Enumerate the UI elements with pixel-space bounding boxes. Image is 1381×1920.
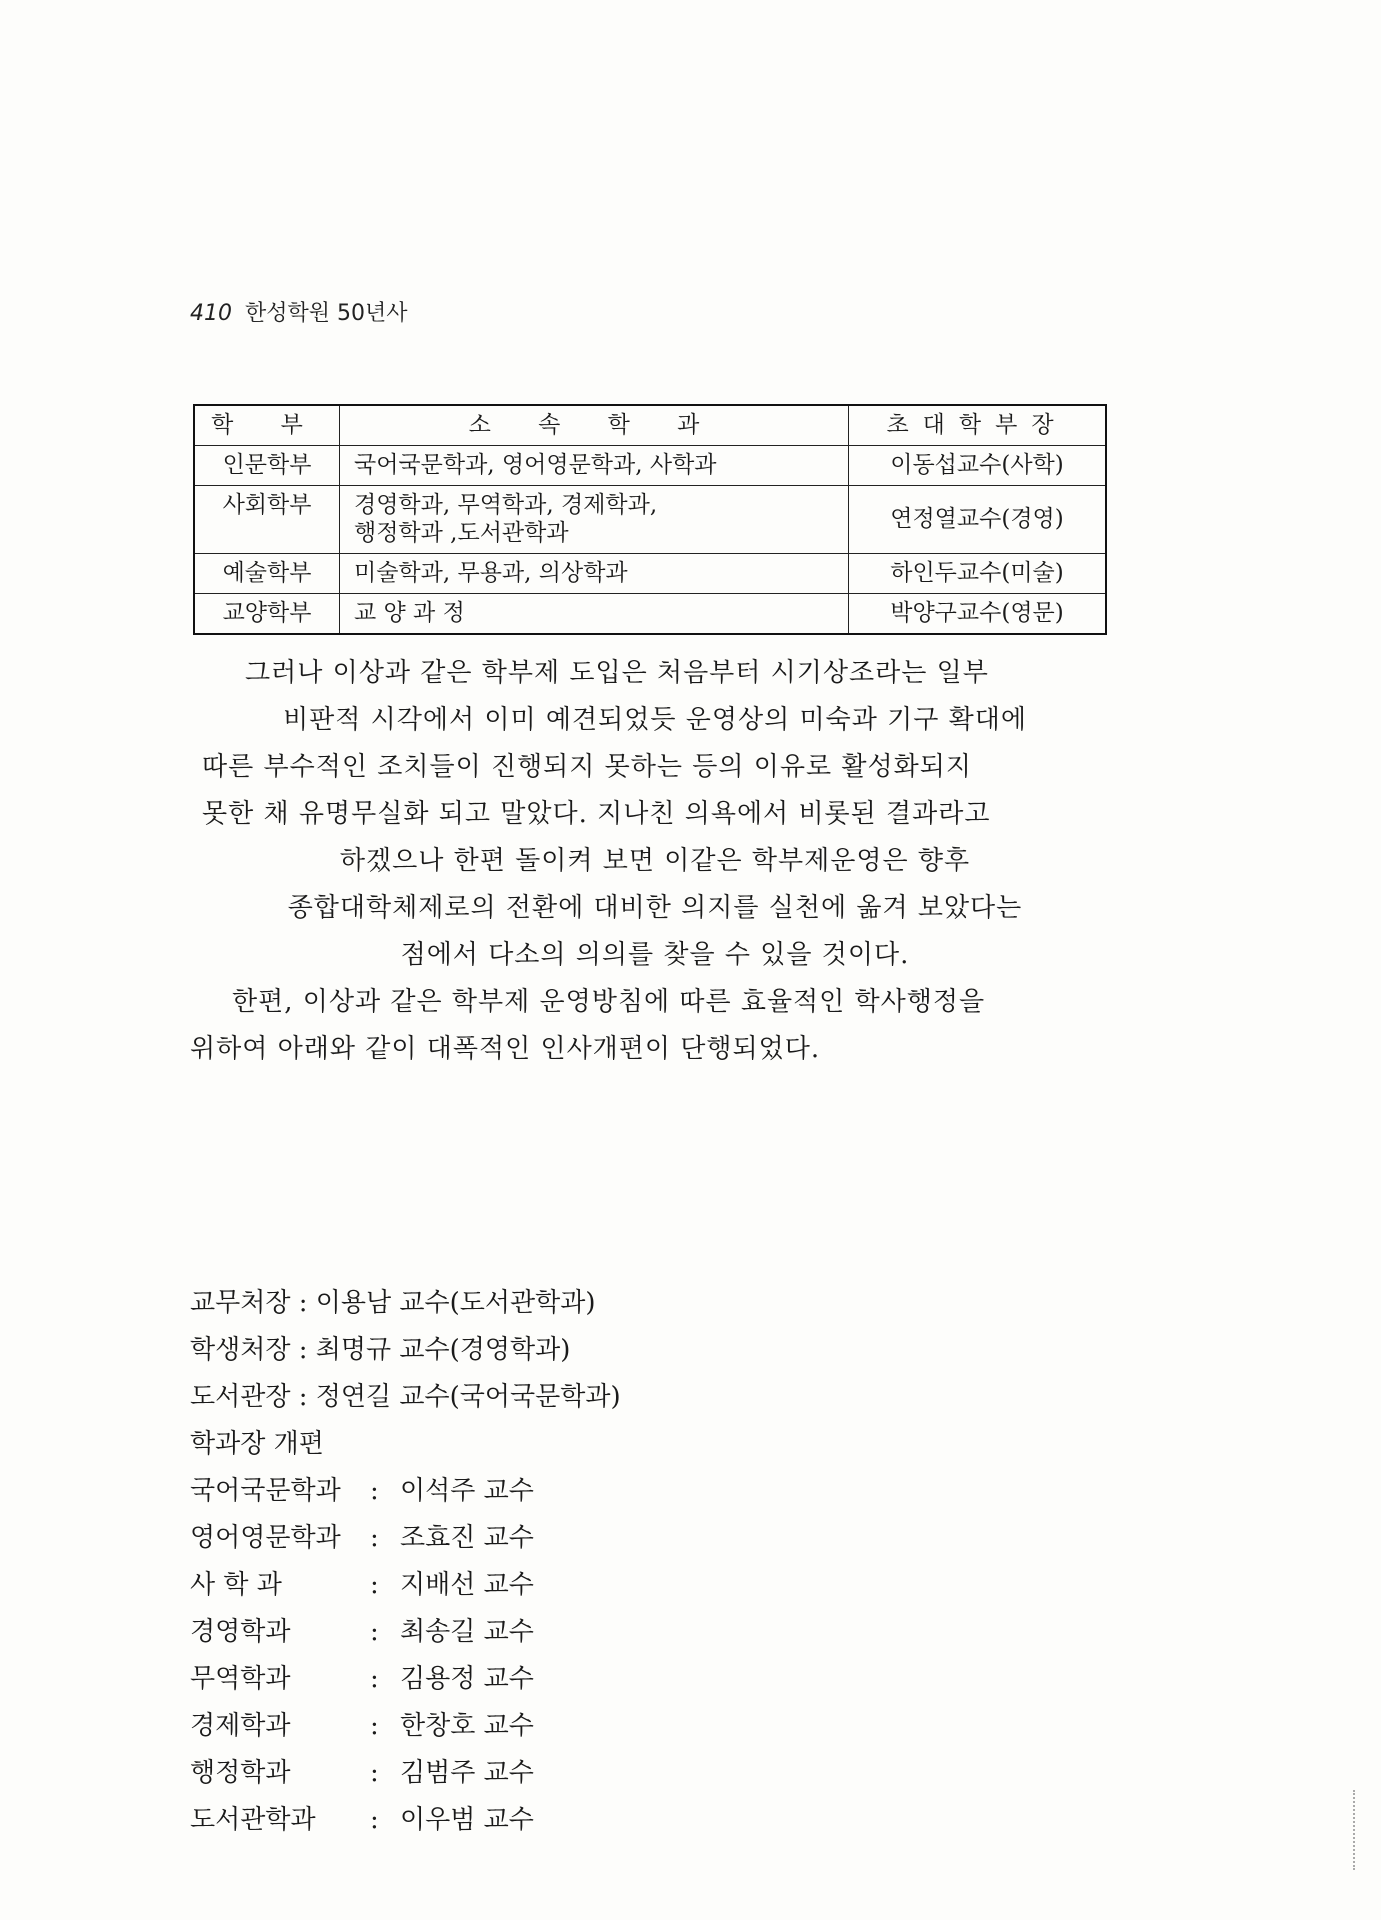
chair-colon: : [370, 1711, 379, 1741]
chair-row [190, 1609, 621, 1656]
table-row [194, 593, 1106, 633]
body-text [190, 650, 1120, 1073]
chair-row [190, 1656, 621, 1703]
departments-line: 경영학과, 무역학과, 경제학과, [354, 491, 658, 518]
division-cell: 인문학부 [194, 445, 340, 485]
table-row [194, 554, 1106, 594]
dean-cell: 이동섭교수(사학) [849, 445, 1107, 485]
departments-cell [340, 445, 849, 485]
departments-line: 국어국문학과, 영어영문학과, 사학과 [354, 451, 717, 478]
appointment-line: 도서관장 : 정연길 교수(국어국문학과) [190, 1382, 621, 1412]
paragraph-line: 위하여 아래와 같이 대폭적인 인사개편이 단행되었다. [190, 1034, 821, 1064]
chair-dept: 무역학과 [190, 1664, 291, 1694]
chair-name: 한창호 교수 [400, 1711, 534, 1741]
chair-row [190, 1515, 621, 1562]
appointment-line: 학과장 개편 [190, 1429, 324, 1459]
chair-name: 김범주 교수 [400, 1758, 534, 1788]
chair-colon: : [370, 1476, 379, 1506]
chair-colon: : [370, 1617, 379, 1647]
dean-cell: 박양구교수(영문) [849, 593, 1107, 633]
chair-colon: : [370, 1523, 379, 1553]
chair-colon: : [370, 1570, 379, 1600]
chair-colon: : [370, 1805, 379, 1835]
appointment-line: 학생처장 : 최명규 교수(경영학과) [190, 1335, 571, 1365]
division-cell: 사회학부 [194, 485, 340, 554]
chair-dept: 도서관학과 [190, 1805, 316, 1835]
paragraph-line: 한편, 이상과 같은 학부제 운영방침에 따른 효율적인 학사행정을 [232, 987, 986, 1017]
division-table [193, 404, 1107, 635]
chair-dept: 경제학과 [190, 1711, 291, 1741]
chair-row [190, 1468, 621, 1515]
departments-line: 교 양 과 정 [354, 599, 465, 626]
table-row [194, 485, 1106, 554]
chair-row [190, 1750, 621, 1797]
paragraph-line: 종합대학체제로의 전환에 대비한 의지를 실천에 옮겨 보았다는 [287, 893, 1023, 923]
paragraph-line: 점에서 다소의 의의를 찾을 수 있을 것이다. [400, 940, 910, 970]
chair-name: 이석주 교수 [400, 1476, 534, 1506]
header-departments: 소 속 학 과 [340, 405, 849, 445]
chair-dept: 영어영문학과 [190, 1523, 341, 1553]
departments-line: 행정학과 ,도서관학과 [354, 520, 569, 547]
departments-cell [340, 593, 849, 633]
departments-cell [340, 554, 849, 594]
scan-edge-mark [1353, 1790, 1357, 1870]
division-cell: 교양학부 [194, 593, 340, 633]
table-header-row [194, 405, 1106, 445]
appointment-line: 교무처장 : 이용남 교수(도서관학과) [190, 1288, 596, 1318]
dean-cell: 하인두교수(미술) [849, 554, 1107, 594]
chair-dept: 경영학과 [190, 1617, 291, 1647]
chair-row [190, 1562, 621, 1609]
paragraph-line: 하겠으나 한편 돌이켜 보면 이같은 학부제운영은 향후 [339, 846, 971, 876]
paragraph-line: 못한 채 유명무실화 되고 말았다. 지나친 의욕에서 비롯된 결과라고 [202, 799, 991, 829]
chair-name: 조효진 교수 [400, 1523, 534, 1553]
appointment-list [190, 1280, 621, 1844]
division-cell: 예술학부 [194, 554, 340, 594]
page-number: 410 [190, 301, 232, 326]
chair-name: 최송길 교수 [400, 1617, 534, 1647]
chair-dept: 사 학 과 [190, 1570, 282, 1600]
chair-row [190, 1797, 621, 1844]
chair-row [190, 1703, 621, 1750]
chair-colon: : [370, 1664, 379, 1694]
header-division: 학 부 [194, 405, 340, 445]
departments-cell [340, 485, 849, 554]
dean-cell: 연정열교수(경영) [849, 485, 1107, 554]
paragraph-line: 따른 부수적인 조치들이 진행되지 못하는 등의 이유로 활성화되지 [202, 752, 972, 782]
chair-colon: : [370, 1758, 379, 1788]
running-header [190, 296, 408, 327]
table-row [194, 445, 1106, 485]
chair-name: 이우범 교수 [400, 1805, 534, 1835]
chair-name: 김용정 교수 [400, 1664, 534, 1694]
chair-dept: 국어국문학과 [190, 1476, 341, 1506]
paragraph-line: 비판적 시각에서 이미 예견되었듯 운영상의 미숙과 기구 확대에 [283, 705, 1027, 735]
header-dean: 초대학부장 [849, 405, 1107, 445]
departments-line: 미술학과, 무용과, 의상학과 [354, 560, 628, 586]
chair-name: 지배선 교수 [400, 1570, 534, 1600]
book-title: 한성학원 50년사 [245, 301, 408, 326]
chair-dept: 행정학과 [190, 1758, 291, 1788]
paragraph-line: 그러나 이상과 같은 학부제 도입은 처음부터 시기상조라는 일부 [245, 658, 989, 688]
